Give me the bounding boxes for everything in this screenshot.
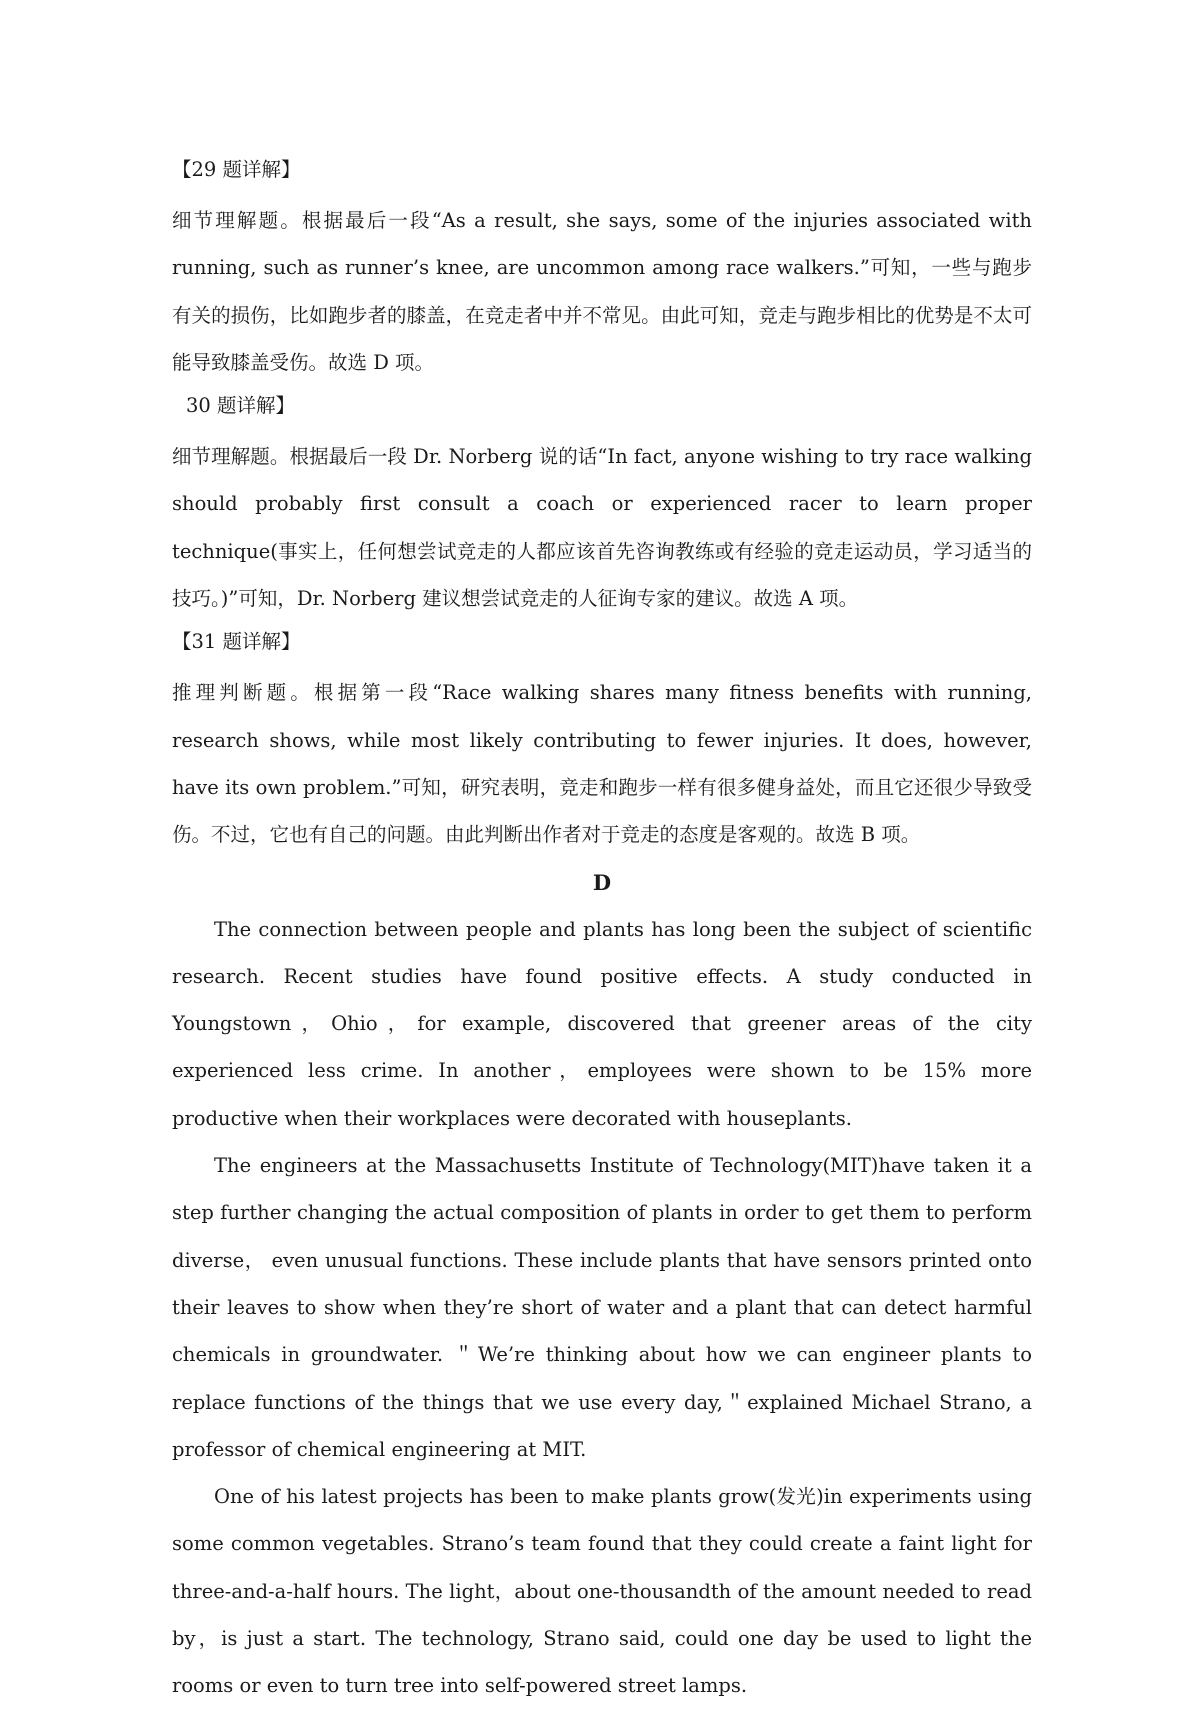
q30-heading: 30 题详解】 [186, 394, 296, 418]
article-paragraph-3: One of his latest projects has been to make plants grow(发光)in experiments using some common vegetables. Strano’s team found that they could create a faint light for three-and-a-half hours. The light，about one-thousandth of the amount needed to read by，is just a start. The technology, Strano said, could one day be used to light the rooms or even to turn tree into self-powered street lamps. [172, 1485, 1032, 1698]
article-paragraph-2: The engineers at the Massachusetts Institute of Technology(MIT)have taken it a step further changing the actual composition of plants in order to get them to perform diverse， even unusual functions. These include plants that have sensors printed onto their leaves to show when they’re short of water and a plant that can detect harmful chemicals in groundwater. ＂We’re thinking about how we can engineer plants to replace functions of the things that we use every day,＂explained Michael Strano, a professor of chemical engineering at MIT. [172, 1154, 1032, 1461]
q31-heading: 【31 题详解】 [172, 630, 301, 654]
q30-explanation: 细节理解题。根据最后一段 Dr. Norberg 说的话“In fact, anyone wishing to try race walking should probably first consult a coach or experienced racer to learn proper technique(事实上，任何想尝试竞走的人都应该首先咨询教练或有经验的竞走运动员，学习适当的技巧。)”可知，Dr. Norberg 建议想尝试竞走的人征询专家的建议。故选 A 项。 [172, 445, 1032, 611]
q29-heading: 【29 题详解】 [172, 158, 301, 181]
section-d-title: D [592, 869, 612, 895]
q31-explanation: 推理判断题。根据第一段“Race walking shares many fitness benefits with running, research shows, while most likely contributing to fewer injuries. It does, however, have its own problem.”可知，研究表明，竞走和跑步一样有很多健身益处，而且它还很少导致受伤。不过，它也有自己的问题。由此判断出作者对于竞走的态度是客观的。故选 B 项。 [172, 681, 1032, 847]
article-paragraph-1: The connection between people and plants has long been the subject of scientific research. Recent studies have found positive effects. A study conducted in Youngstown，Ohio，for example, discovered that greener areas of the city experienced less crime. In another，employees were shown to be 15% more productive when their workplaces were decorated with houseplants. [172, 917, 1032, 1130]
q29-explanation: 细节理解题。根据最后一段“As a result, she says, some of the injuries associated with running, such as runner’s knee, are uncommon among race walkers.”可知，一些与跑步有关的损伤，比如跑步者的膝盖，在竞走者中并不常见。由此可知，竞走与跑步相比的优势是不太可能导致膝盖受伤。故选 D 项。 [172, 209, 1032, 374]
document-page [172, 150, 1032, 1710]
